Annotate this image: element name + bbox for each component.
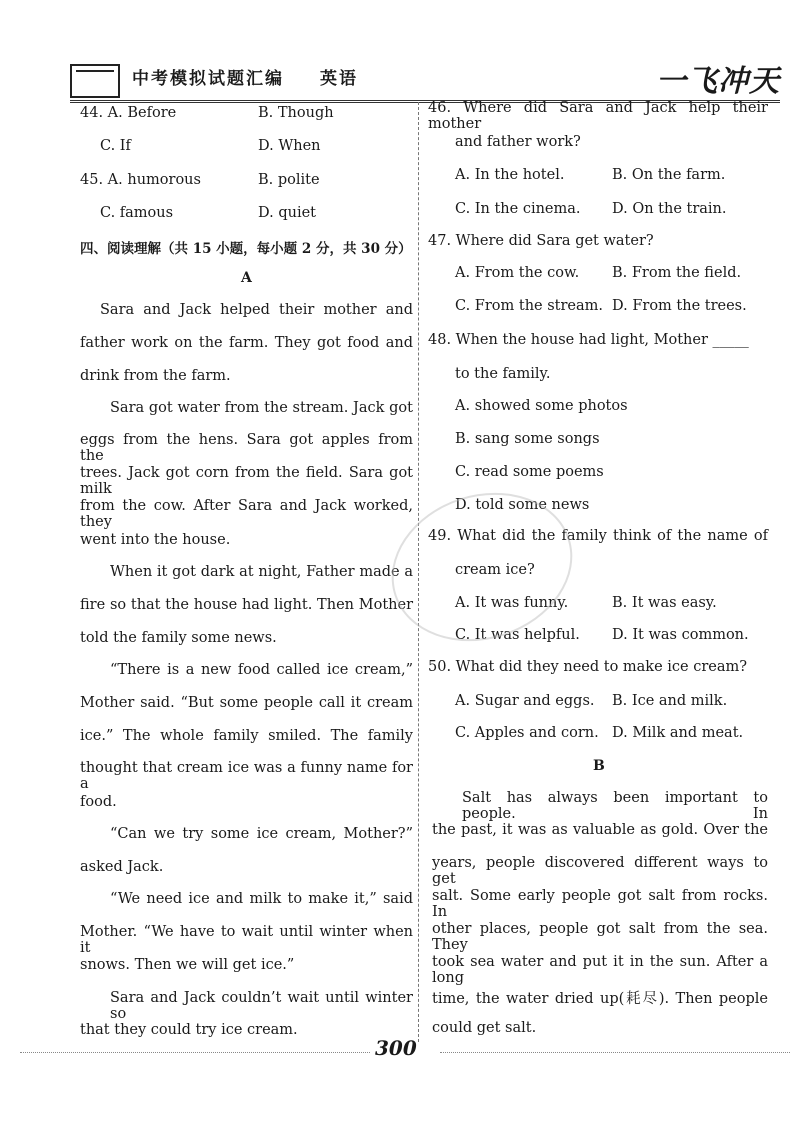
q49-option-c: C. It was helpful. xyxy=(455,627,580,643)
passage-a-line: thought that cream ice was a funny name for a xyxy=(80,760,413,792)
q47-option-b: B. From the field. xyxy=(612,265,742,281)
passage-a-line: Mother. “We have to wait until winter when it xyxy=(80,924,413,956)
q48-option-a: A. showed some photos xyxy=(455,398,628,414)
q46-option-c: C. In the cinema. xyxy=(455,201,581,217)
q47-option-c: C. From the stream. xyxy=(455,298,604,314)
q48-option-c: C. read some poems xyxy=(455,464,604,480)
passage-a-line: “We need ice and milk to make it,” said xyxy=(110,891,413,907)
q49-option-a: A. It was funny. xyxy=(455,595,569,611)
q48-option-b: B. sang some songs xyxy=(455,431,600,447)
passage-a-line: from the cow. After Sara and Jack worked, they xyxy=(80,498,413,530)
brand-logo: 一飞冲天 xyxy=(656,64,780,99)
page-number: 300 xyxy=(375,1036,417,1060)
q49-stem: 49. What did the family think of the name of xyxy=(428,528,768,544)
q50-option-d: D. Milk and meat. xyxy=(612,725,744,741)
passage-a-line: trees. Jack got corn from the field. Sara got milk xyxy=(80,465,413,497)
passage-b-line: took sea water and put it in the sun. After a long xyxy=(432,954,768,986)
passage-a-line: When it got dark at night, Father made a xyxy=(110,564,413,580)
q48-option-d: D. told some news xyxy=(455,497,590,513)
q49-option-b: B. It was easy. xyxy=(612,595,717,611)
q49-option-d: D. It was common. xyxy=(612,627,749,643)
q47-stem: 47. Where did Sara get water? xyxy=(428,233,654,249)
passage-a-line: “Can we try some ice cream, Mother?” xyxy=(110,826,413,842)
passage-a-line: fire so that the house had light. Then Mother xyxy=(80,597,413,613)
q44-option-a: 44. A. Before xyxy=(80,105,177,121)
passage-a-line: Mother said. “But some people call it cream xyxy=(80,695,413,711)
passage-b-line: other places, people got salt from the sea. They xyxy=(432,921,768,953)
q45-option-b: B. polite xyxy=(258,172,320,188)
passage-a-line: went into the house. xyxy=(80,532,231,548)
passage-a-line: ice.” The whole family smiled. The family xyxy=(80,728,413,744)
passage-b-line: time, the water dried up(耗尽). Then people xyxy=(432,991,768,1007)
book-logo-icon xyxy=(70,64,120,98)
passage-a-line: drink from the farm. xyxy=(80,368,231,384)
q46-stem: and father work? xyxy=(455,134,581,150)
q44-option-b: B. Though xyxy=(258,105,334,121)
passage-a-line: food. xyxy=(80,794,117,810)
q50-stem: 50. What did they need to make ice cream? xyxy=(428,659,748,675)
passage-b-line: salt. Some early people got salt from rocks. In xyxy=(432,888,768,920)
section-heading: 四、阅读理解（共 15 小题，每小题 2 分，共 30 分） xyxy=(80,241,412,257)
q47-option-a: A. From the cow. xyxy=(455,265,580,281)
passage-a-line: asked Jack. xyxy=(80,859,164,875)
passage-a-label: A xyxy=(241,270,252,286)
passage-a-line: told the family some news. xyxy=(80,630,277,646)
passage-a-line: Sara got water from the stream. Jack got xyxy=(110,400,413,416)
q48-stem: to the family. xyxy=(455,366,551,382)
footer-rule-right xyxy=(440,1052,790,1053)
passage-a-line: father work on the farm. They got food and xyxy=(80,335,413,351)
q45-option-d: D. quiet xyxy=(258,205,316,221)
q45-option-a: 45. A. humorous xyxy=(80,172,201,188)
q50-option-c: C. Apples and corn. xyxy=(455,725,599,741)
q49-stem: cream ice? xyxy=(455,562,535,578)
q50-option-b: B. Ice and milk. xyxy=(612,693,728,709)
footer-rule-left xyxy=(20,1052,370,1053)
page-header xyxy=(70,58,780,100)
passage-a-line: Sara and Jack helped their mother and xyxy=(100,302,413,318)
passage-b-label: B xyxy=(593,758,605,774)
q47-option-d: D. From the trees. xyxy=(612,298,747,314)
q46-option-b: B. On the farm. xyxy=(612,167,726,183)
passage-b-line: Salt has always been important to people. In xyxy=(462,790,768,822)
q46-option-d: D. On the train. xyxy=(612,201,727,217)
passage-b-line: the past, it was as valuable as gold. Over the xyxy=(432,822,768,838)
passage-a-line: eggs from the hens. Sara got apples from the xyxy=(80,432,413,464)
q44-option-c: C. If xyxy=(100,138,131,154)
q46-option-a: A. In the hotel. xyxy=(455,167,565,183)
passage-a-line: that they could try ice cream. xyxy=(80,1022,298,1038)
q48-stem: 48. When the house had light, Mother _____ xyxy=(428,332,749,348)
q50-option-a: A. Sugar and eggs. xyxy=(455,693,595,709)
passage-a-line: “There is a new food called ice cream,” xyxy=(110,662,413,678)
subject-label: 英语 xyxy=(320,69,358,89)
q45-option-c: C. famous xyxy=(100,205,174,221)
q44-option-d: D. When xyxy=(258,138,321,154)
passage-b-line: years, people discovered different ways to get xyxy=(432,855,768,887)
q46-stem: 46. Where did Sara and Jack help their mother xyxy=(428,100,768,132)
passage-a-line: Sara and Jack couldn’t wait until winter so xyxy=(110,990,413,1022)
passage-b-line: could get salt. xyxy=(432,1020,537,1036)
book-title: 中考模拟试题汇编 xyxy=(132,69,284,89)
passage-a-line: snows. Then we will get ice.” xyxy=(80,957,295,973)
